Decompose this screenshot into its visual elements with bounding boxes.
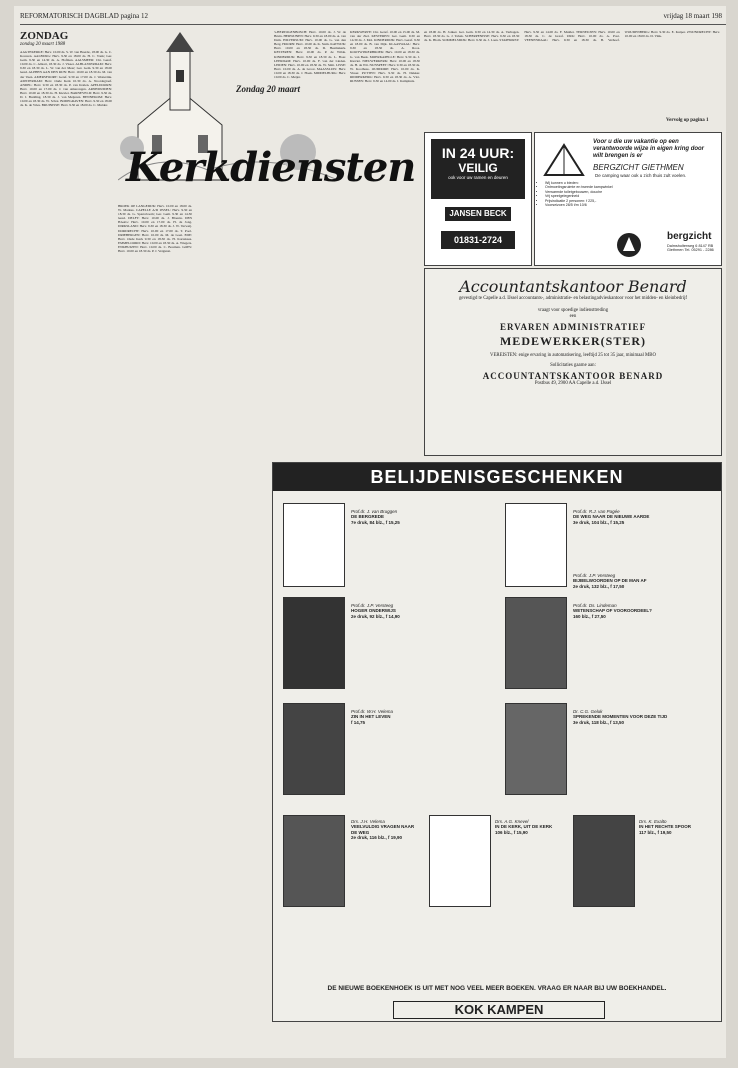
book-author: Prof.dr. W.H. Velema (351, 709, 394, 714)
book-price: 2e druk, 116 blz., f 19,90 (351, 835, 403, 841)
book-title: SPREKENDE MOMENTEN VOOR DEZE TIJD (573, 714, 668, 720)
campsite-subtitle: De camping waar ook u zich thuis zult voelen. (595, 173, 687, 178)
book-cover (283, 503, 345, 587)
book-cover (505, 597, 567, 689)
book-price: 117 blz., f 19,50 (639, 829, 672, 835)
book-entry (495, 819, 565, 835)
banner-date: Zondag 20 maart (236, 84, 301, 94)
book-author: Prof.dr. R.J. van Pagée (573, 509, 620, 514)
campsite-item: • Wij kunnen u bieden: (545, 181, 725, 185)
book-entry (351, 709, 491, 725)
column-5: en 18.00 ds. H. Jonker. Ger. Gem. 9.30 en 14.30 ds. A. Verhagen. Herv. 18.30 ds. G. J. Tabak. SCHERPENISSE: Herv. 9.30 en 18.30 ds. K. Blom. SOMMELSDIJK: Herv. 9.30 ds. J. Laan. STAPHORST: Herv. 9.30 en 14.00 ds. F. Mulder. TERNEUZEN: Herv. 10.00 en 18.30 ds. C. de Graaf. URK: Herv. 10.00 ds. A. Post. VEENENDAAL: Herv. 9.30 en 18.30 ds. B. Verhoef. WOUDENBERG: Herv. 9.30 ds. E. Kuiper. ZWIJNDRECHT: Herv. 10.00 en 18.00 ds. D. Vink. (424, 30, 720, 43)
benard-req: VEREISTEN: enige ervaring in automatisering, leeftijd 25 tot 35 jaar, minimaal MBO (490, 353, 656, 358)
campsite-item: • Prijsindicatie 2 personen: f 225,- (545, 199, 725, 203)
campsite-name: BERGZICHT GIETHMEN (593, 163, 684, 172)
column-1: AAGTEKERKE: Herv. 10.00 ds. S. W. van Heerde, 18.00 ds. G. C. Kouwen. AALBURG: Herv. 9.30 en 18.00 ds. H. C. Vonk; Ger. Gem. 9.30 en 14.30 ds. A. Hofman. AALSMEER: Chr. Geref. 10.00 ds. C. Allaart, 18.30 ds. J. Visser. ALBLASSERDAM: Herv. 9.30 en 18.30 ds. L. W. van der Meer; Ger. Gem. 9.30 en 18.00 leesd. ALPHEN AAN DEN RIJN: Herv. 10.00 en 18.30 ds. M. van der Veen. AMERSFOORT: Geref. 9.30 en 17.00 ds. J. Westerink. AMSTERDAM: Herv. Oude Kerk 10.30 ds. A. Noordegraaf. ANDEL: Herv. 9.30 en 18.30 ds. P. van Kralen. APELDOORN: Herv. 10.00 en 17.00 ds. J. van Amerongen. ARNEMUIDEN: Herv. 10.00 en 18.30 ds. H. Kieviet. BARNEVELD: Herv. 9.30 ds. D. J. Budding, 18.30 ds. J. van Meijeren. BENNEKOM: Herv. 10.00 en 18.30 ds. W. Schot. BODEGRAVEN: Herv. 9.30 en 18.00 ds. K. de Vries. BRUINISSE: Herv. 9.30 en 18.00 ds. C. Mulder. (20, 50, 112, 108)
benard-ask: vraagt voor spoedige indiensttreding (537, 308, 609, 313)
book-cover (283, 597, 345, 689)
book-author: Prof.dr. J.P. Versteeg (573, 573, 616, 578)
book-price: 106 blz., f 15,90 (495, 829, 528, 835)
continued-note: Vervolg op pagina 1 (666, 118, 709, 123)
jansen-line1: IN 24 UUR: (441, 145, 515, 161)
book-entry (351, 819, 421, 841)
newspaper-page (14, 6, 726, 1058)
book-entry (573, 603, 713, 619)
book-title: ZIN IN HET LEVEN (351, 714, 391, 720)
campsite-ad (534, 132, 722, 266)
book-author: Drs. A.G. Knevel (495, 819, 529, 824)
book-title: IN HET RECHTE SPOOR (639, 824, 692, 830)
benard-ad (424, 268, 722, 456)
benard-role2: MEDEWERKER(STER) (499, 334, 646, 348)
book-entry (351, 509, 491, 525)
sunday-date: zondag 20 maart 1988 (20, 42, 66, 47)
campsite-item: • Voorseizoen 28/5 t/m 10/6 (545, 203, 725, 207)
campsite-item: • Verwarmde toiletgebouwen, douche (545, 190, 725, 194)
campsite-intro: Voor u die uw vakantie op een verantwoorde wijze in eigen kring door wilt brengen is er (593, 139, 705, 159)
book-author: Prof.dr. J.P. Versteeg (351, 603, 394, 608)
benard-title: Accountantskantoor Benard (459, 277, 687, 296)
gifts-footer: DE NIEUWE BOEKENHOEK IS UIT MET NOG VEEL MEER BOEKEN. VRAAG ER NAAR BIJ UW BOEKHANDEL. (327, 985, 667, 992)
publisher-logo: KOK KAMPEN (393, 1001, 605, 1019)
jansen-line2: VEILIG (458, 161, 498, 175)
book-title: BIJBELWOORDEN OP DE MAN AF (573, 578, 647, 584)
tent-icon (541, 139, 587, 179)
jansen-sub: ook voor uw ramen en deuren (448, 175, 508, 180)
belijdenisgeschenken-ad (272, 462, 722, 1022)
book-author: Drs. J.H. Velema (351, 819, 385, 824)
book-author: Prof.dr. Ds. Lindeman (573, 603, 617, 608)
book-entry (351, 603, 491, 619)
book-entry (639, 819, 715, 835)
book-entry (573, 709, 713, 725)
book-price: 3e druk, 118 blz., f 13,50 (573, 719, 625, 725)
sunday-title: ZONDAG (20, 30, 69, 42)
benard-name: ACCOUNTANTSKANTOOR BENARD (482, 371, 664, 381)
book-price: 2e druk, 132 blz., f 17,50 (573, 583, 625, 589)
sunday-heading (20, 30, 112, 47)
book-title: IN DE KERK, UIT DE KERK (495, 824, 553, 830)
book-price: 7e druk, 84 blz., f 15,25 (351, 519, 400, 525)
jansen-ad (424, 132, 532, 266)
book-title: WETENSCHAP OF VOOROORDEEL? (573, 608, 652, 614)
book-price: f 14,75 (351, 719, 366, 725)
header-left: REFORMATORISCH DAGBLAD pagina 12 (20, 12, 149, 20)
header-right: vrijdag 18 maart 198 (663, 12, 722, 20)
jansen-logo: JANSEN BECK (445, 207, 511, 221)
benard-apply: Sollicitaties gaarne aan: (550, 363, 596, 368)
book-price: 3e druk, 104 blz., f 15,25 (573, 519, 625, 525)
book-author: Dr. C.G. Geluk (573, 709, 603, 714)
book-title: VEELVULDIG VRAGEN NAAR DE WEG (351, 824, 415, 835)
jansen-phone: 01831-2724 (441, 231, 515, 249)
page-header (20, 10, 726, 25)
banner-title: Kerkdiensten (126, 144, 416, 191)
column-2: BROEK OP LANGEDIJK: Herv. 10.00 en 18.00 ds. W. Markus. CAPELLE A/D IJSSEL: Herv. 9.30 en 18.30 ds. G. Sparreboom; Ger. Gem. 9.30 en 14.30 leesd. DELFT: Herv. 10.00 ds. J. Blaauw. DEN HAAG: Herv. 10.00 en 17.00 ds. H. de Jong. DIRKSLAND: Herv. 9.30 en 18.30 ds. J. W. Verweij. DORDRECHT: Herv. 10.00 en 17.00 ds. T. Pool. DRIEBERGEN: Herv. 10.00 ds. M. de Goei. EDE: Herv. Oude Kerk 9.30 en 18.30 ds. H. Kortekaas. EMMELOORD: Herv. 10.00 en 18.30 ds. A. Wiegers. ENKHUIZEN: Herv. 10.00 ds. C. Bouman. GOES: Herv. 10.00 en 18.30 ds. P. J. Vergunst. (118, 204, 192, 254)
column-4: KERKWERVE: Chr. Geref. 10.00 en 15.00 ds. M. van der Ziel. KESTEREN: Ger. Gem. 9.30 en 14.30 ds. J. Mol. KINDERDIJK: Herv. Geref. 9.30 en 18.00 ds. B. van Dijk. KLAASWAAL: Herv. 9.30 en 18.30 ds. A. Roos. KOOTWIJKERBROEK: Herv. 10.00 en 18.30 ds. G. van Beek. MOERKAPELLE: Herv. 9.30 ds. J. Kieviet. NIEUWERKERK: Herv. 10.00 en 18.30 ds. H. de Wit. NUNSPEET: Herv. 9.30 en 18.30 ds. W. Koolhaas. OUDDORP: Herv. 10.00 ds. K. Visser. PUTTEN: Herv. 9.30 ds. H. Dekker. RIDDERKERK: Herv. 9.30 en 18.30 ds. A. Vlot. RIJSSEN: Herv. 9.30 en 14.00 ds. J. Kamphuis. (350, 30, 420, 84)
book-cover (505, 703, 567, 795)
gifts-banner: BELIJDENISGESCHENKEN (273, 463, 721, 491)
benard-tagline: gevestigd te Capelle a.d. IJssel accountants-, administratie- en belastingadvieskantoor voor het midden- en kleinbedrijf (458, 296, 688, 301)
book-cover (283, 703, 345, 795)
book-author: Drs. K. Exalto (639, 819, 667, 824)
book-author: Prof.dr. J. van Bruggen (351, 509, 398, 514)
book-entry (573, 573, 713, 589)
book-title: HOGER ONDERWIJS (351, 608, 396, 614)
campsite-list (539, 181, 725, 207)
benard-address: Postbus 49, 2900 AA Capelle a.d. IJssel (534, 381, 612, 386)
book-title: DE WEG NAAR DE NIEUWE AARDE (573, 514, 650, 520)
jansen-headline (431, 139, 525, 199)
column-3: 's-HERTOGENBOSCH: Herv. 10.00 ds. J. W. de Bruin. HERWIJNEN: Herv. 9.30 en 18.00 ds. A. van Dam. HILVERSUM: Herv. 10.00 ds. G. van den Berg. HOORN: Herv. 10.00 ds. K. Stam. KATWIJK: Herv. 10.00 en 18.30 ds. D. Heemskerk. KESTEREN: Herv. 10.00 ds. P. de Wilde. KINDERDIJK: Herv. 9.30 en 18.30 ds. L. Boer. LEERDAM: Herv. 10.00 ds. F. van der Linden. LEIDEN: Herv. 10.00 en 18.30 ds. W. Smit. LISSE: Herv. 10.00 ds. A. de Groot. MAASSLUIS: Herv. 10.00 en 18.30 ds. J. Hoek. MIDDELBURG: Herv. 10.00 ds. C. Meijer. (274, 30, 346, 80)
book-cover (283, 815, 345, 907)
benard-een: een (569, 314, 577, 319)
campsite-item: • Vrij speelgelegenheid (545, 194, 725, 198)
benard-role1: ERVAREN ADMINISTRATIEF (499, 322, 647, 332)
book-entry (573, 509, 713, 525)
campsite-item: • Ontmoetingsruimte en tweede kampwinkel (545, 185, 725, 189)
book-title: DE BERGREDE (351, 514, 385, 520)
book-cover (573, 815, 635, 907)
tent-logo-icon (615, 231, 655, 259)
campsite-address: Dalmsholterweg 6 8147 RB Giethmen Tel. 05291 - 2286 (667, 244, 714, 253)
campsite-logo: bergzicht (667, 231, 712, 242)
book-price: 160 blz., f 27,50 (573, 613, 606, 619)
book-cover (429, 815, 491, 907)
book-price: 2e druk, 92 blz., f 14,90 (351, 613, 400, 619)
